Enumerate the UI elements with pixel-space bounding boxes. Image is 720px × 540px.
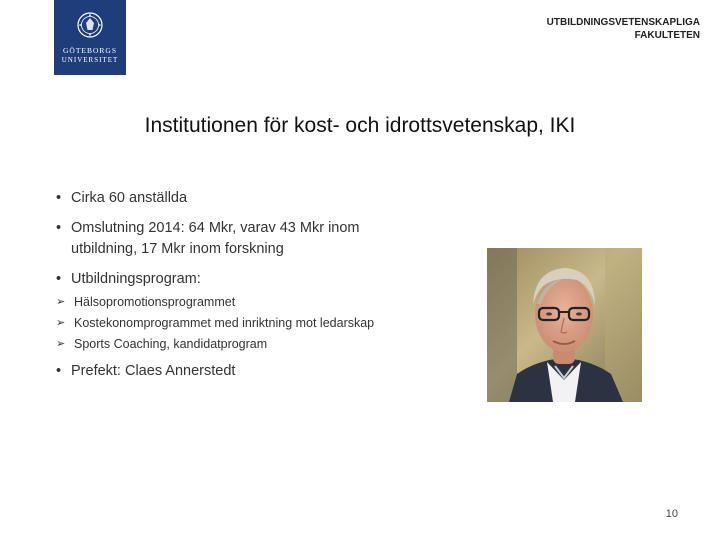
bullet-list: [56, 188, 456, 382]
university-logo: [54, 0, 126, 75]
sub-item-text: Kostekonomprogrammet med inriktning mot ledarskap: [74, 316, 375, 330]
bullet-employees: [56, 188, 456, 209]
logo-text-line1: GÖTEBORGS: [62, 46, 117, 55]
university-seal-icon: [77, 12, 103, 38]
bullet-marker: •: [56, 271, 62, 287]
bullet-text: Prefekt: Claes Annerstedt: [71, 363, 236, 379]
sub-item-text: Sports Coaching, kandidatprogram: [74, 337, 268, 351]
faculty-line1: UTBILDNINGSVETENSKAPLIGA: [546, 17, 700, 28]
logo-text-line2: UNIVERSITET: [61, 56, 119, 64]
faculty-line2: FAKULTETEN: [634, 30, 700, 41]
sub-item-sports-coaching: [56, 334, 456, 355]
sub-item-diet-economics: [56, 313, 456, 334]
bullet-turnover: [56, 218, 456, 260]
bullet-text-line2: utbildning, 17 Mkr inom forskning: [71, 241, 284, 257]
page-number: 10: [665, 508, 678, 520]
sub-item-text: Hälsopromotionsprogrammet: [74, 295, 236, 309]
bullet-text: Cirka 60 anställda: [71, 190, 188, 206]
arrow-bullet-icon: ➢: [56, 338, 66, 350]
slide-title: Institutionen för kost- och idrottsvetenskap, IKI: [144, 114, 576, 137]
portrait-photo: [487, 248, 642, 402]
bullet-marker: •: [56, 220, 62, 236]
arrow-bullet-icon: ➢: [56, 317, 66, 329]
bullet-head-of-department: [56, 361, 456, 382]
sub-item-health-promotion: [56, 292, 456, 313]
bullet-text: Utbildningsprogram:: [71, 271, 201, 287]
bullet-marker: •: [56, 363, 62, 379]
arrow-bullet-icon: ➢: [56, 296, 66, 308]
faculty-name: [547, 16, 700, 42]
bullet-text-line1: Omslutning 2014: 64 Mkr, varav 43 Mkr inom: [71, 220, 360, 236]
bullet-marker: •: [56, 190, 62, 206]
bullet-programs: [56, 269, 456, 290]
